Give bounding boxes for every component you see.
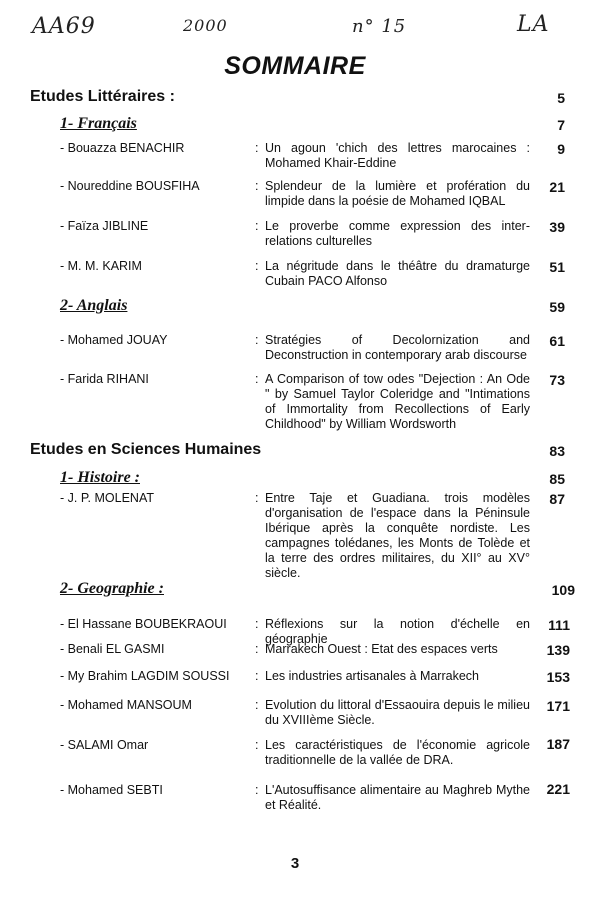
subsection-page: 59 (549, 299, 565, 315)
entry-colon: : (255, 698, 259, 712)
entry-page: 9 (557, 141, 565, 157)
subsection-heading: 2- Anglais (60, 297, 128, 314)
entry-title: L'Autosuffisance alimentaire au Maghreb Mythe et Réalité. (265, 783, 530, 812)
entry-title: La négritude dans le théâtre du dramaturge Cubain PACO Alfonso (265, 259, 530, 288)
section-heading (30, 88, 565, 106)
entry-author: - Benali EL GASMI (60, 642, 165, 656)
entry-author: - El Hassane BOUBEKRAOUI (60, 617, 227, 631)
entry-author: - Mohamed MANSOUM (60, 698, 192, 712)
entry-author: - Faïza JIBLINE (60, 219, 149, 233)
entry-colon: : (255, 259, 259, 273)
entry-author: - Mohamed JOUAY (60, 333, 168, 347)
entry-colon: : (255, 333, 259, 347)
entry-page: 171 (546, 698, 570, 714)
entry-page: 187 (546, 736, 570, 752)
entry-page: 51 (549, 259, 565, 275)
entry-title: Stratégies of Decolornization and Deconstruction in contemporary arab discourse (265, 333, 530, 362)
entry-title: Splendeur de la lumière et profération du limpide dans la poésie de Mohamed IQBAL (265, 179, 530, 208)
entry-title: Entre Taje et Guadiana. trois modèles d'organisation de l'espace dans la Péninsule Ibérique après la conquête nordiste. Les campagnes tolédanes, les Monts de Tolède et la terre des ordres militaires, du XII° au XV° siècle. (265, 491, 530, 580)
entry-colon: : (255, 141, 259, 155)
entry-title: Les caractéristiques de l'économie agricole traditionnelle de la vallée de DRA. (265, 738, 530, 767)
entry-colon: : (255, 783, 259, 797)
entry-page: 87 (549, 491, 565, 507)
entry-title: Les industries artisanales à Marrakech (265, 669, 479, 683)
entry-page: 153 (546, 669, 570, 685)
entry-author: - Farida RIHANI (60, 372, 149, 386)
entry-author: - Noureddine BOUSFIHA (60, 179, 200, 193)
entry-colon: : (255, 491, 259, 505)
entry-page: 221 (546, 781, 570, 797)
entry-page: 61 (549, 333, 565, 349)
entry-page: 39 (549, 219, 565, 235)
entry-title: Un agoun 'chich des lettres marocaines : Mohamed Khair-Eddine (265, 141, 530, 170)
entry-colon: : (255, 179, 259, 193)
page-title: SOMMAIRE (224, 52, 366, 80)
section-page: 83 (549, 443, 565, 459)
entry-colon: : (255, 372, 259, 386)
entry-title: Réflexions sur la notion d'échelle en géographie (265, 617, 530, 646)
page-number: 3 (290, 855, 300, 872)
entry-colon: : (255, 738, 259, 752)
entry-colon: : (255, 617, 259, 631)
entry-title: Evolution du littoral d'Essaouira depuis le milieu du XVIIIème Siècle. (265, 698, 530, 727)
section-page: 5 (557, 90, 565, 106)
entry-author: - Mohamed SEBTI (60, 783, 163, 797)
subsection-page: 85 (549, 471, 565, 487)
entry-author: - M. M. KARIM (60, 259, 142, 273)
subsection-heading: 1- Français (60, 115, 137, 132)
entry-author: - My Brahim LAGDIM SOUSSI (60, 669, 230, 683)
entry-colon: : (255, 642, 259, 656)
entry-author: - Bouazza BENACHIR (60, 141, 185, 155)
entry-page: 111 (548, 617, 570, 633)
entry-colon: : (255, 669, 259, 683)
section-label: Etudes en Sciences Humaines (30, 441, 262, 458)
handwritten-note: n° 15 (352, 16, 407, 37)
subsection-page: 7 (557, 117, 565, 133)
section-label: Etudes Littéraires : (30, 88, 175, 105)
entry-colon: : (255, 219, 259, 233)
entry-page: 21 (549, 179, 565, 195)
subsection-heading: 1- Histoire : (60, 469, 140, 486)
handwritten-note: AA69 (32, 14, 96, 39)
section-heading (30, 441, 565, 459)
entry-page: 73 (549, 372, 565, 388)
entry-author: - SALAMI Omar (60, 738, 149, 752)
subsection-page: 109 (551, 582, 575, 598)
entry-page: 139 (546, 642, 570, 658)
entry-title: A Comparison of tow odes "Dejection : An Ode " by Samuel Taylor Coleridge and "Intimations of Immortality from Recollections of Early Childhood" by William Wordsworth (265, 372, 530, 431)
handwritten-note: 2000 (183, 16, 228, 35)
entry-title: Le proverbe comme expression des inter-relations culturelles (265, 219, 530, 248)
entry-author: - J. P. MOLENAT (60, 491, 155, 505)
handwritten-note: LA (517, 12, 550, 37)
entry-title: Marrakech Ouest : Etat des espaces verts (265, 642, 498, 656)
subsection-heading: 2- Geographie : (60, 580, 164, 597)
